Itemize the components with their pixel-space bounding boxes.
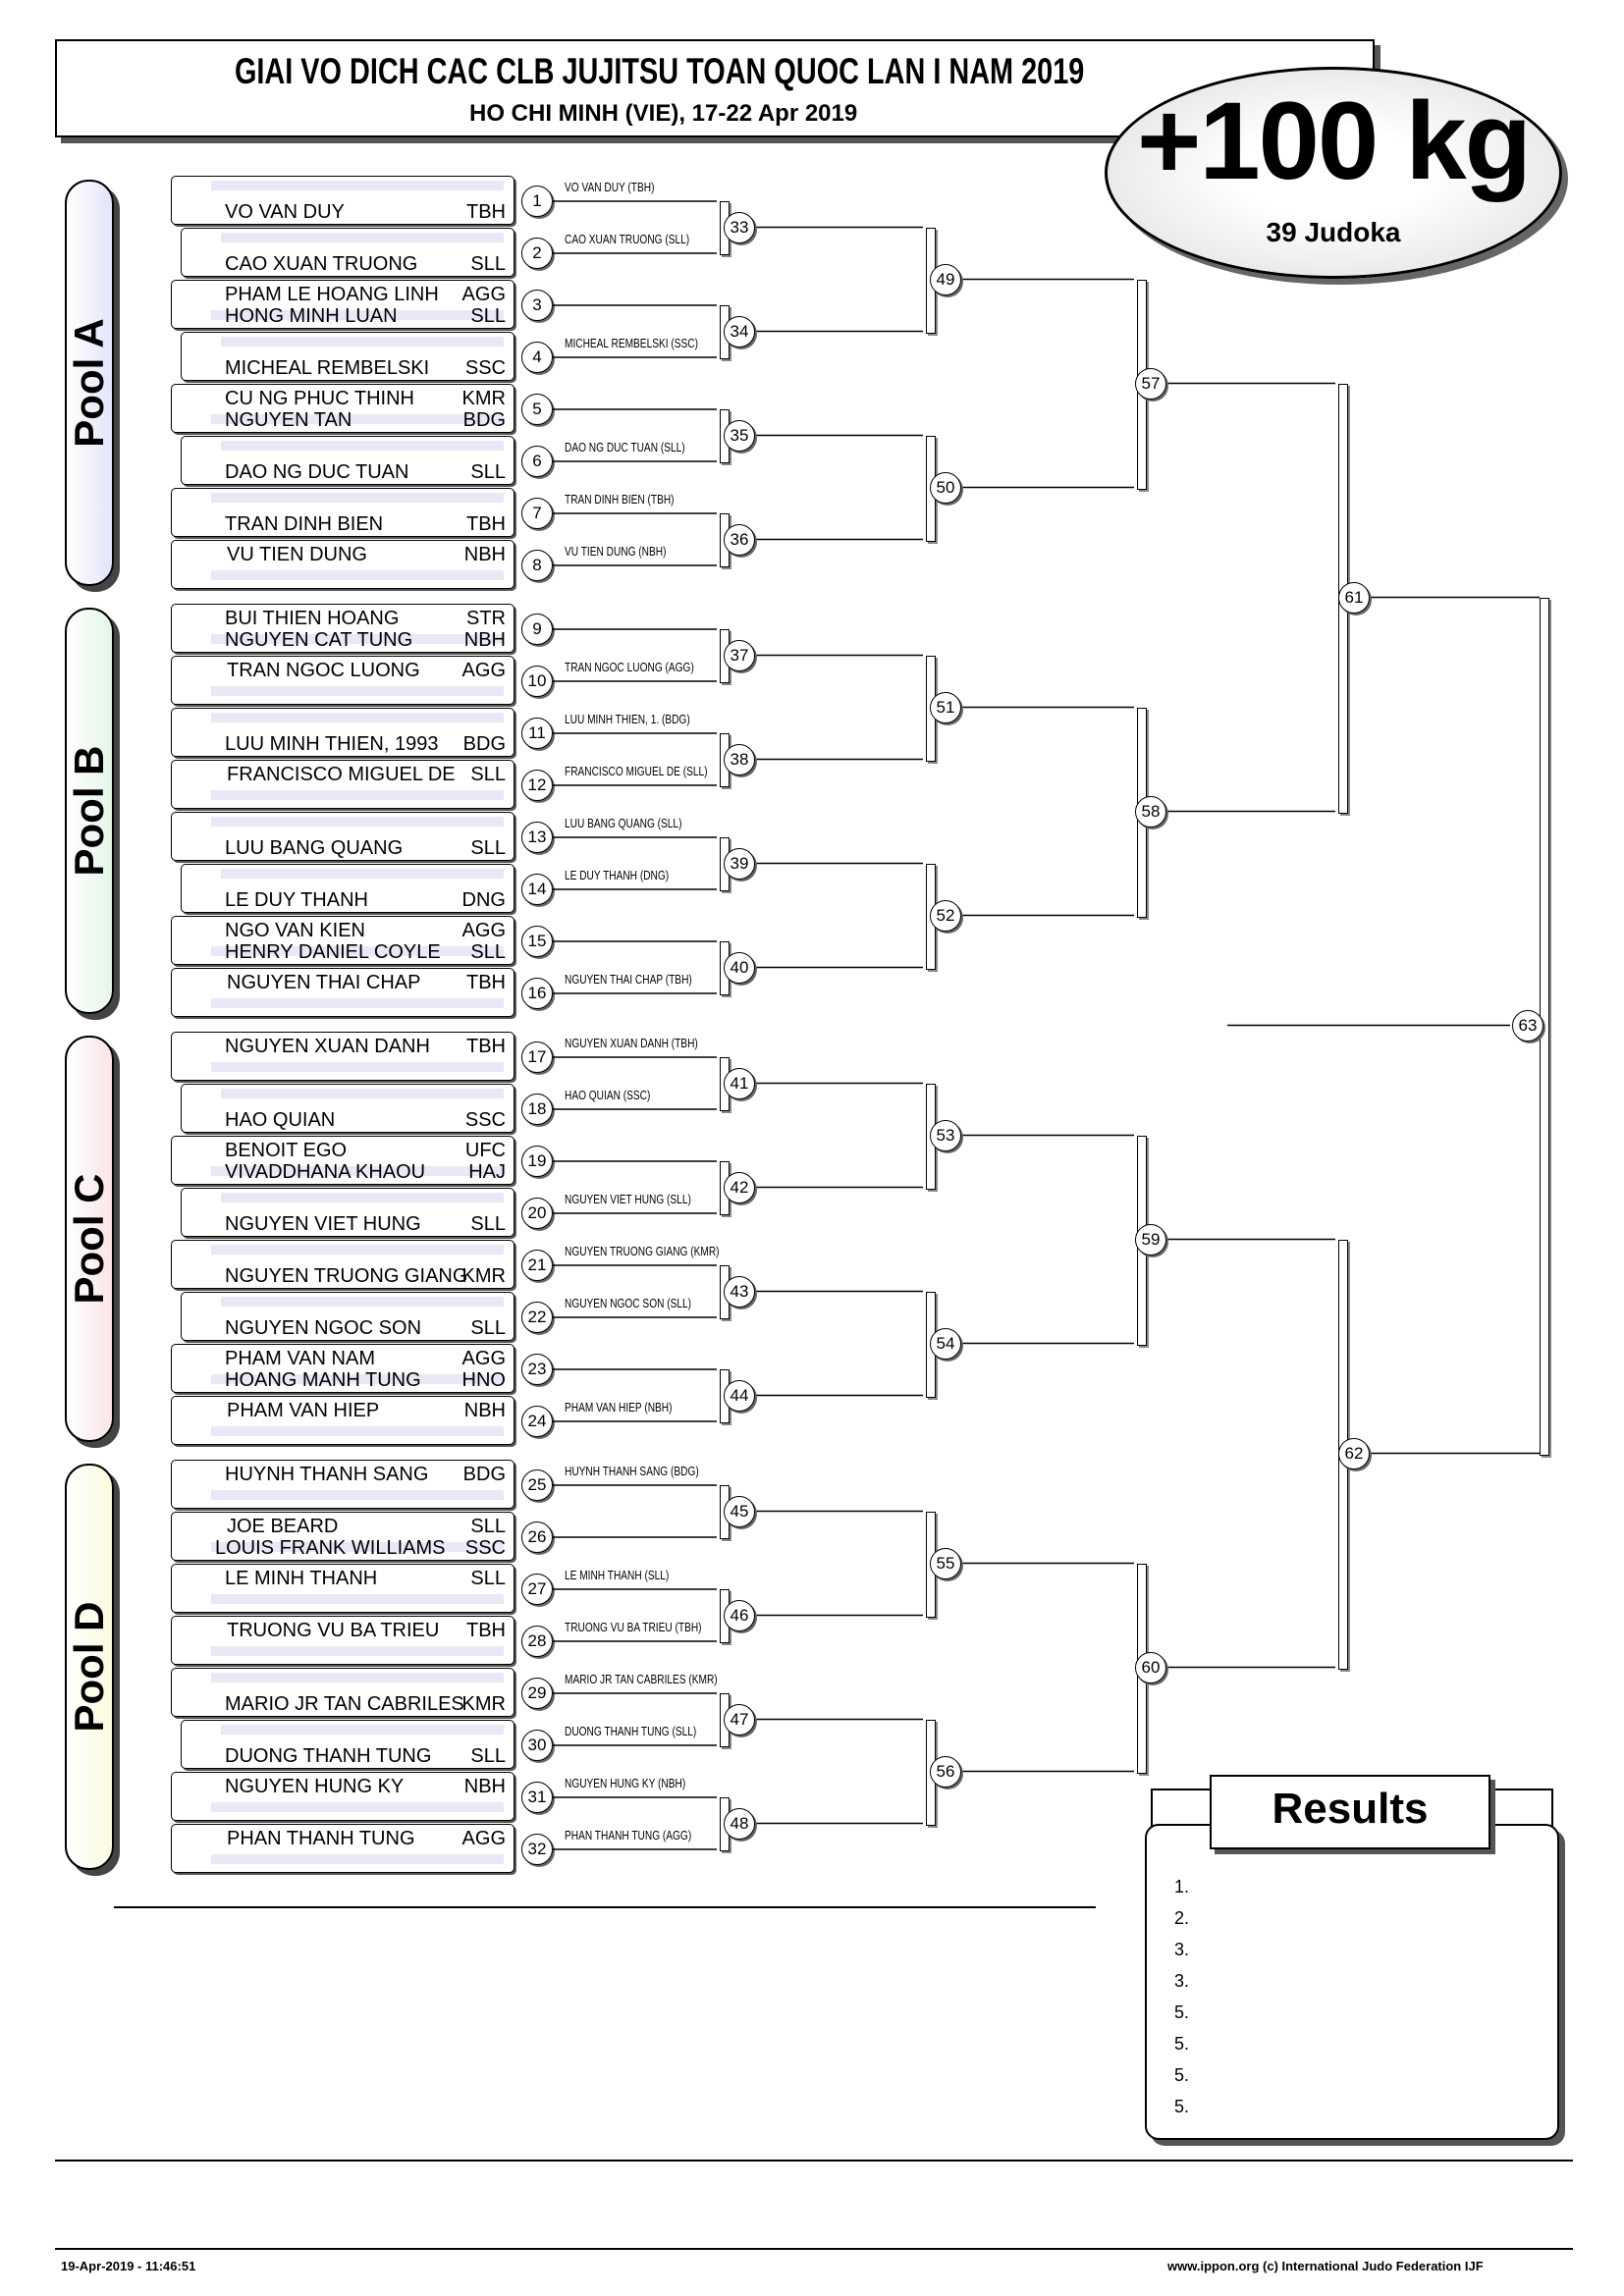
club-code: NBH bbox=[463, 1400, 506, 1421]
contest-number: 25 bbox=[521, 1469, 553, 1501]
club-code: TBH bbox=[466, 513, 506, 535]
contest-number: 26 bbox=[521, 1522, 553, 1553]
contest-number: 57 bbox=[1135, 368, 1166, 400]
competitor-name: LUU BANG QUANG bbox=[225, 837, 404, 859]
club-code: SLL bbox=[470, 1317, 506, 1339]
contest-number: 37 bbox=[724, 640, 755, 671]
club-code: KMR bbox=[461, 1693, 506, 1715]
competitor-name: BENOIT EGO bbox=[225, 1140, 348, 1161]
contest-number: 45 bbox=[724, 1496, 755, 1527]
page-title: GIAI VO DICH CAC CLB JUJITSU TOAN QUOC LAN I NAM 2019 bbox=[234, 51, 1085, 91]
contest-number: 40 bbox=[724, 952, 755, 984]
competitor-name: JOE BEARD bbox=[227, 1516, 339, 1537]
competitor-name: HUYNH THANH SANG bbox=[225, 1464, 429, 1485]
club-code: TBH bbox=[466, 1036, 506, 1057]
club-code: NBH bbox=[463, 1776, 506, 1797]
club-code: TBH bbox=[466, 972, 506, 993]
competitor-name: TRAN DINH BIEN bbox=[225, 513, 384, 535]
winner-label: HAO QUIAN (SSC) bbox=[565, 1088, 651, 1102]
print-timestamp: 19-Apr-2019 - 11:46:51 bbox=[61, 2259, 196, 2273]
contest-number: 7 bbox=[521, 498, 553, 529]
competitor-name: NGUYEN TAN bbox=[225, 409, 352, 431]
contest-number: 54 bbox=[930, 1328, 961, 1360]
contest-number: 4 bbox=[521, 342, 553, 373]
judoka-count: 39 Judoka bbox=[1266, 217, 1401, 247]
contest-number: 52 bbox=[930, 900, 961, 932]
winner-label: PHAM VAN HIEP (NBH) bbox=[565, 1400, 673, 1415]
contest-number: 60 bbox=[1135, 1652, 1166, 1683]
club-code: SLL bbox=[470, 941, 506, 963]
contest-number: 3 bbox=[521, 290, 553, 321]
competitor-name: FRANCISCO MIGUEL DE bbox=[227, 764, 456, 785]
pool-name: Pool B bbox=[66, 745, 112, 877]
winner-label: FRANCISCO MIGUEL DE (SLL) bbox=[565, 764, 708, 778]
pool-name: Pool A bbox=[66, 318, 112, 448]
contest-number: 19 bbox=[521, 1146, 553, 1177]
contest-number: 36 bbox=[724, 524, 755, 556]
contest-number: 6 bbox=[521, 446, 553, 477]
divider bbox=[55, 2160, 1573, 2162]
contest-number: 59 bbox=[1135, 1224, 1166, 1255]
winner-label: NGUYEN HUNG KY (NBH) bbox=[565, 1776, 686, 1790]
result-row: 5. bbox=[1174, 2065, 1190, 2085]
contest-number: 28 bbox=[521, 1626, 553, 1657]
contest-number: 51 bbox=[930, 692, 961, 723]
contest-number: 29 bbox=[521, 1678, 553, 1709]
club-code: AGG bbox=[461, 284, 506, 305]
club-code: DNG bbox=[461, 889, 506, 911]
club-code: UFC bbox=[464, 1140, 506, 1161]
winner-label: DAO NG DUC TUAN (SLL) bbox=[565, 440, 685, 454]
competitor-name: NGUYEN NGOC SON bbox=[225, 1317, 422, 1339]
club-code: SSC bbox=[464, 1537, 506, 1559]
competitor-name: NGUYEN XUAN DANH bbox=[225, 1036, 430, 1057]
competitor-name: LUU MINH THIEN, 1993 bbox=[225, 733, 439, 755]
competitor-name: VIVADDHANA KHAOU bbox=[225, 1161, 426, 1183]
contest-number: 47 bbox=[724, 1704, 755, 1735]
competitor-name: TRUONG VU BA TRIEU bbox=[227, 1620, 440, 1641]
contest-number: 49 bbox=[930, 264, 961, 295]
winner-label: NGUYEN TRUONG GIANG (KMR) bbox=[565, 1244, 720, 1258]
club-code: SLL bbox=[470, 305, 506, 327]
club-code: STR bbox=[466, 608, 506, 629]
results-box bbox=[1145, 1824, 1559, 2140]
competitor-name: NGUYEN HUNG KY bbox=[225, 1776, 405, 1797]
contest-number: 43 bbox=[724, 1276, 755, 1308]
competitor-name: BUI THIEN HOANG bbox=[225, 608, 400, 629]
winner-label: NGUYEN NGOC SON (SLL) bbox=[565, 1296, 692, 1310]
competitor-name: NGO VAN KIEN bbox=[225, 920, 365, 941]
contest-number: 5 bbox=[521, 394, 553, 425]
result-row: 1. bbox=[1174, 1877, 1190, 1896]
result-row: 5. bbox=[1174, 2034, 1190, 2054]
contest-number: 24 bbox=[521, 1406, 553, 1437]
contest-number: 2 bbox=[521, 238, 553, 269]
winner-label: PHAN THANH TUNG (AGG) bbox=[565, 1828, 692, 1842]
contest-number: 10 bbox=[521, 666, 553, 697]
club-code: SLL bbox=[470, 253, 506, 275]
winner-label: TRUONG VU BA TRIEU (TBH) bbox=[565, 1620, 702, 1634]
club-code: HAJ bbox=[468, 1161, 506, 1183]
result-row: 2. bbox=[1174, 1908, 1190, 1928]
club-code: AGG bbox=[461, 920, 506, 941]
competitor-name: NGUYEN VIET HUNG bbox=[225, 1213, 421, 1235]
competitor-name: PHAM VAN NAM bbox=[225, 1348, 375, 1369]
competitor-name: LE MINH THANH bbox=[225, 1568, 378, 1589]
competitor-name: LOUIS FRANK WILLIAMS bbox=[215, 1537, 446, 1559]
winner-label: VU TIEN DUNG (NBH) bbox=[565, 544, 667, 559]
contest-number: 33 bbox=[724, 212, 755, 243]
contest-number: 31 bbox=[521, 1782, 553, 1813]
club-code: HNO bbox=[461, 1369, 506, 1391]
competitor-name: DAO NG DUC TUAN bbox=[225, 461, 409, 483]
competitor-name: TRAN NGOC LUONG bbox=[227, 660, 420, 681]
results-title: Results bbox=[1210, 1775, 1490, 1849]
contest-number: 34 bbox=[724, 316, 755, 347]
contest-number: 61 bbox=[1338, 582, 1370, 614]
contest-number: 8 bbox=[521, 550, 553, 581]
competitor-name: VU TIEN DUNG bbox=[227, 544, 367, 565]
winner-label: TRAN DINH BIEN (TBH) bbox=[565, 492, 675, 507]
competitor-name: HOANG MANH TUNG bbox=[225, 1369, 421, 1391]
winner-label: DUONG THANH TUNG (SLL) bbox=[565, 1724, 697, 1738]
contest-number: 11 bbox=[521, 718, 553, 749]
winner-label: MARIO JR TAN CABRILES (KMR) bbox=[565, 1672, 718, 1686]
contest-number: 44 bbox=[724, 1380, 755, 1412]
club-code: BDG bbox=[462, 733, 506, 755]
club-code: TBH bbox=[466, 201, 506, 223]
contest-number: 50 bbox=[930, 472, 961, 504]
contest-number: 12 bbox=[521, 770, 553, 801]
club-code: NBH bbox=[463, 544, 506, 565]
club-code: BDG bbox=[462, 1464, 506, 1485]
club-code: TBH bbox=[466, 1620, 506, 1641]
competitor-name: NGUYEN THAI CHAP bbox=[227, 972, 421, 993]
divider bbox=[114, 1906, 1096, 1908]
winner-label: LE MINH THANH (SLL) bbox=[565, 1568, 670, 1582]
club-code: AGG bbox=[461, 1348, 506, 1369]
club-code: SLL bbox=[470, 1516, 506, 1537]
page-subtitle: HO CHI MINH (VIE), 17-22 Apr 2019 bbox=[469, 100, 858, 127]
winner-label: LUU BANG QUANG (SLL) bbox=[565, 816, 682, 830]
competitor-name: CU NG PHUC THINH bbox=[225, 388, 414, 409]
pool-name: Pool D bbox=[66, 1601, 112, 1733]
winner-label: NGUYEN THAI CHAP (TBH) bbox=[565, 972, 692, 987]
winner-label: MICHEAL REMBELSKI (SSC) bbox=[565, 336, 698, 350]
contest-number: 55 bbox=[930, 1548, 961, 1579]
contest-number: 22 bbox=[521, 1302, 553, 1333]
contest-number: 21 bbox=[521, 1250, 553, 1281]
contest-number: 27 bbox=[521, 1574, 553, 1605]
club-code: SSC bbox=[464, 357, 506, 379]
club-code: KMR bbox=[461, 388, 506, 409]
contest-number: 30 bbox=[521, 1730, 553, 1761]
club-code: SLL bbox=[470, 764, 506, 785]
competitor-name: NGUYEN CAT TUNG bbox=[225, 629, 413, 651]
winner-label: TRAN NGOC LUONG (AGG) bbox=[565, 660, 694, 674]
competitor-name: HAO QUIAN bbox=[225, 1109, 336, 1131]
contest-number: 58 bbox=[1135, 796, 1166, 828]
contest-number: 20 bbox=[521, 1198, 553, 1229]
contest-number: 15 bbox=[521, 926, 553, 957]
club-code: SLL bbox=[470, 1568, 506, 1589]
weight-class: +100 kg bbox=[1136, 80, 1531, 202]
result-row: 5. bbox=[1174, 2097, 1190, 2116]
competitor-name: MICHEAL REMBELSKI bbox=[225, 357, 430, 379]
contest-number: 48 bbox=[724, 1808, 755, 1840]
contest-number: 9 bbox=[521, 614, 553, 645]
winner-label: LE DUY THANH (DNG) bbox=[565, 868, 670, 882]
winner-label: VO VAN DUY (TBH) bbox=[565, 180, 655, 194]
winner-label: HUYNH THANH SANG (BDG) bbox=[565, 1464, 699, 1478]
contest-number: 63 bbox=[1512, 1010, 1543, 1041]
contest-number: 56 bbox=[930, 1756, 961, 1788]
club-code: SLL bbox=[470, 1213, 506, 1235]
result-row: 3. bbox=[1174, 1971, 1190, 1991]
club-code: SLL bbox=[470, 461, 506, 483]
competitor-name: HENRY DANIEL COYLE bbox=[225, 941, 441, 963]
winner-label: NGUYEN XUAN DANH (TBH) bbox=[565, 1036, 698, 1050]
competitor-name: DUONG THANH TUNG bbox=[225, 1745, 432, 1767]
competitor-name: PHAN THANH TUNG bbox=[227, 1828, 415, 1849]
contest-number: 62 bbox=[1338, 1438, 1370, 1469]
copyright: www.ippon.org (c) International Judo Federation IJF bbox=[1167, 2259, 1484, 2273]
contest-number: 14 bbox=[521, 874, 553, 905]
club-code: SLL bbox=[470, 1745, 506, 1767]
contest-number: 32 bbox=[521, 1834, 553, 1865]
contest-number: 35 bbox=[724, 420, 755, 452]
club-code: SSC bbox=[464, 1109, 506, 1131]
winner-label: CAO XUAN TRUONG (SLL) bbox=[565, 232, 690, 246]
result-row: 3. bbox=[1174, 1940, 1190, 1959]
contest-number: 1 bbox=[521, 186, 553, 217]
contest-number: 23 bbox=[521, 1354, 553, 1385]
competitor-name: VO VAN DUY bbox=[225, 201, 345, 223]
contest-number: 13 bbox=[521, 822, 553, 853]
competitor-name: HONG MINH LUAN bbox=[225, 305, 398, 327]
contest-number: 53 bbox=[930, 1120, 961, 1151]
contest-number: 18 bbox=[521, 1094, 553, 1125]
divider bbox=[55, 2248, 1573, 2250]
competitor-name: PHAM LE HOANG LINH bbox=[225, 284, 439, 305]
contest-number: 39 bbox=[724, 848, 755, 880]
club-code: NBH bbox=[463, 629, 506, 651]
competitor-name: PHAM VAN HIEP bbox=[227, 1400, 380, 1421]
contest-number: 46 bbox=[724, 1600, 755, 1631]
club-code: BDG bbox=[462, 409, 506, 431]
contest-number: 42 bbox=[724, 1172, 755, 1203]
club-code: AGG bbox=[461, 660, 506, 681]
competitor-name: MARIO JR TAN CABRILES bbox=[225, 1693, 464, 1715]
competitor-name: CAO XUAN TRUONG bbox=[225, 253, 418, 275]
club-code: AGG bbox=[461, 1828, 506, 1849]
contest-number: 41 bbox=[724, 1068, 755, 1099]
pool-name: Pool C bbox=[66, 1173, 112, 1305]
competitor-name: LE DUY THANH bbox=[225, 889, 368, 911]
contest-number: 16 bbox=[521, 978, 553, 1009]
competitor-name: NGUYEN TRUONG GIANG bbox=[225, 1265, 468, 1287]
winner-label: NGUYEN VIET HUNG (SLL) bbox=[565, 1192, 691, 1206]
club-code: KMR bbox=[461, 1265, 506, 1287]
contest-number: 17 bbox=[521, 1041, 553, 1073]
contest-number: 38 bbox=[724, 744, 755, 775]
result-row: 5. bbox=[1174, 2002, 1190, 2022]
winner-label: LUU MINH THIEN, 1. (BDG) bbox=[565, 712, 690, 726]
club-code: SLL bbox=[470, 837, 506, 859]
